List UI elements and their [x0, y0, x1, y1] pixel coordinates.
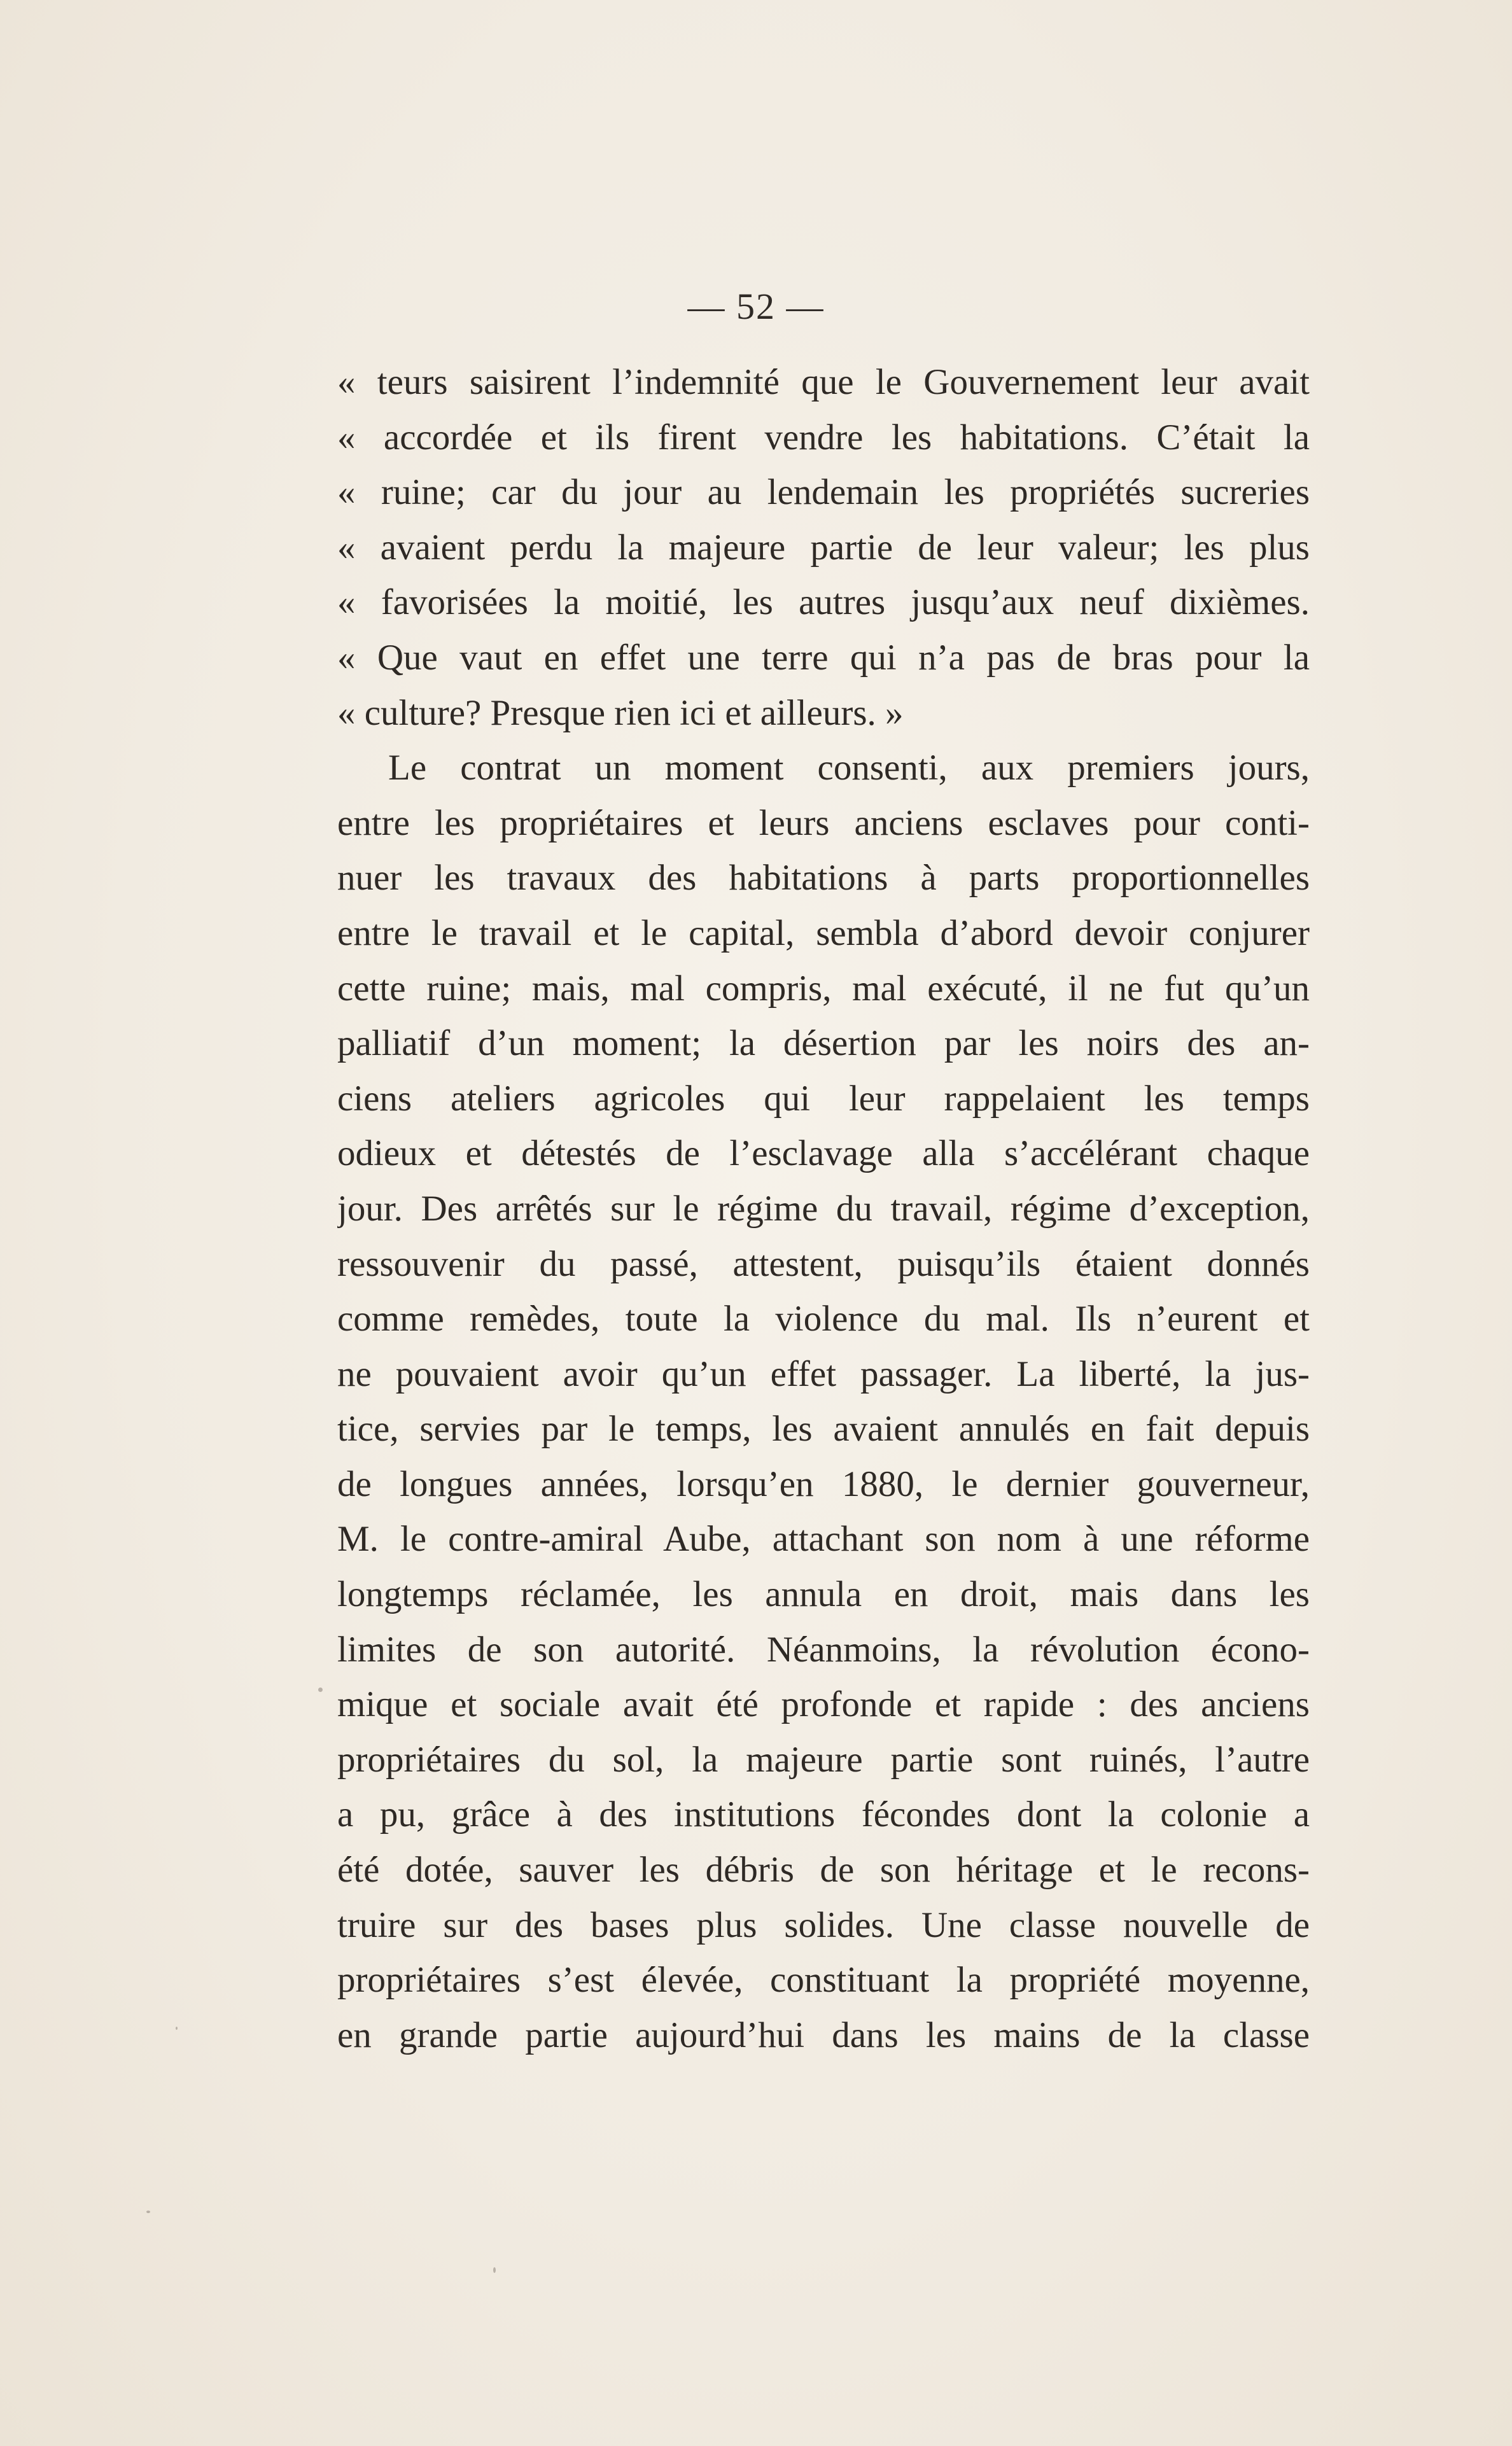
text-line: « favorisées la moitié, les autres jusqu’aux neuf dixièmes. — [337, 582, 1310, 623]
text-line: entre le travail et le capital, sembla d’abord devoir conjurer — [337, 912, 1310, 953]
text-line: comme remèdes, toute la violence du mal. Ils n’eurent et — [337, 1299, 1310, 1339]
text-line: a pu, grâce à des institutions fécondes dont la colonie a — [337, 1794, 1310, 1835]
paper-speck — [146, 2211, 150, 2213]
text-line: M. le contre-amiral Aube, attachant son nom à une réforme — [337, 1519, 1310, 1560]
text-line: tice, servies par le temps, les avaient annulés en fait depuis — [337, 1409, 1310, 1450]
text-line: « avaient perdu la majeure partie de leur valeur; les plus — [337, 527, 1310, 568]
text-line: truire sur des bases plus solides. Une classe nouvelle de — [337, 1904, 1310, 1945]
text-line: nuer les travaux des habitations à parts proportionnelles — [337, 858, 1310, 898]
page-number: — 52 — — [687, 286, 825, 327]
text-line: entre les propriétaires et leurs anciens esclaves pour conti- — [337, 802, 1310, 843]
text-line: de longues années, lorsqu’en 1880, le dernier gouverneur, — [337, 1464, 1310, 1504]
text-line: « ruine; car du jour au lendemain les propriétés sucreries — [337, 472, 1310, 513]
text-line: odieux et détestés de l’esclavage alla s’accélérant chaque — [337, 1133, 1310, 1174]
body-text — [337, 355, 1310, 2063]
paragraph-first-line: Le contrat un moment consenti, aux premiers jours, — [388, 748, 1310, 788]
text-line: « accordée et ils firent vendre les habitations. C’était la — [337, 417, 1310, 458]
text-line: palliatif d’un moment; la désertion par les noirs des an- — [337, 1023, 1310, 1064]
text-line: limites de son autorité. Néanmoins, la révolution écono- — [337, 1629, 1310, 1670]
paper-speck — [318, 1688, 323, 1692]
text-line: ressouvenir du passé, attestent, puisqu’ils étaient donnés — [337, 1243, 1310, 1284]
text-line: mique et sociale avait été profonde et rapide : des anciens — [337, 1684, 1310, 1725]
text-line: en grande partie aujourd’hui dans les mains de la classe — [337, 2015, 1310, 2055]
text-line: cette ruine; mais, mal compris, mal exécuté, il ne fut qu’un — [337, 968, 1310, 1009]
text-line: été dotée, sauver les débris de son héritage et le recons- — [337, 1850, 1310, 1890]
text-line: « Que vaut en effet une terre qui n’a pas de bras pour la — [337, 637, 1310, 678]
text-line: ciens ateliers agricoles qui leur rappelaient les temps — [337, 1078, 1310, 1119]
text-line: ne pouvaient avoir qu’un effet passager. La liberté, la jus- — [337, 1353, 1310, 1394]
text-line: propriétaires s’est élevée, constituant la propriété moyenne, — [337, 1960, 1310, 2001]
text-line: longtemps réclamée, les annula en droit, mais dans les — [337, 1574, 1310, 1615]
paper-speck — [493, 2267, 496, 2273]
text-line: « culture? Presque rien ici et ailleurs. » — [337, 692, 904, 733]
text-line: propriétaires du sol, la majeure partie sont ruinés, l’autre — [337, 1739, 1310, 1780]
text-line: « teurs saisirent l’indemnité que le Gouvernement leur avait — [337, 362, 1310, 402]
text-line: jour. Des arrêtés sur le régime du travail, régime d’exception, — [337, 1188, 1310, 1229]
paper-speck — [176, 2027, 178, 2030]
